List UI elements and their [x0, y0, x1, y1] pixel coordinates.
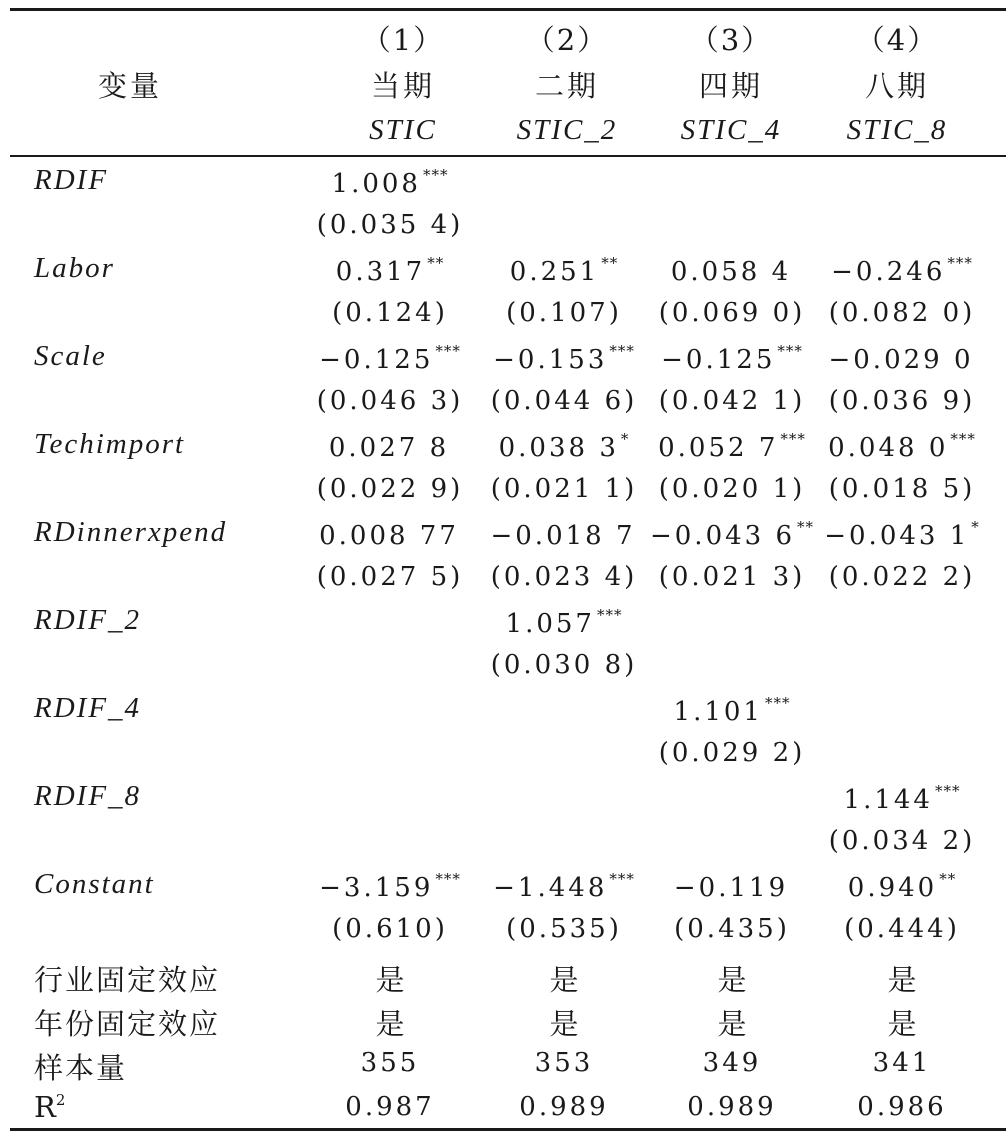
- significance-stars: ***: [764, 694, 791, 712]
- coefficient-value: −1.448: [493, 873, 608, 903]
- coefficient-cell: [300, 782, 480, 815]
- standard-error-cell: (0.107): [506, 298, 622, 328]
- col3-number: （3）: [689, 23, 773, 57]
- table-cell: 是: [717, 1007, 747, 1041]
- table-cell: 是: [717, 963, 747, 997]
- col4-dependent-var: STIC_8: [846, 114, 948, 146]
- coefficient-value: 0.052 7: [658, 433, 779, 463]
- coefficient-cell: [812, 166, 992, 199]
- significance-stars: **: [427, 254, 445, 272]
- significance-stars: *: [971, 518, 980, 536]
- coefficient-value: 1.144: [843, 785, 933, 815]
- significance-stars: ***: [422, 166, 449, 184]
- table-row-rdinner-se: [0, 556, 1008, 600]
- table-cell: 是: [549, 963, 579, 997]
- coefficient-value: 0.048 0: [828, 433, 949, 463]
- col1-number: （1）: [361, 23, 445, 57]
- coefficient-value: 1.057: [505, 609, 595, 639]
- coefficient-value: −0.153: [493, 345, 608, 375]
- table-cell: 是: [375, 963, 405, 997]
- table-cell: 是: [549, 1007, 579, 1041]
- coefficient-cell: [300, 430, 480, 463]
- coefficient-cell: [474, 342, 654, 375]
- table-row-year-fe: [0, 998, 1008, 1042]
- significance-stars: **: [939, 870, 957, 888]
- table-row-rdif4-se: [0, 732, 1008, 776]
- standard-error-cell: (0.069 0): [658, 298, 806, 328]
- table-row-rdif8-se: [0, 820, 1008, 864]
- standard-error-cell: (0.034 2): [828, 826, 976, 856]
- coefficient-cell: [474, 606, 654, 639]
- significance-stars: ***: [950, 430, 976, 448]
- coefficient-cell: [300, 606, 480, 639]
- standard-error-cell: (0.610): [332, 914, 448, 944]
- standard-error-cell: (0.444): [844, 914, 960, 944]
- standard-error-cell: (0.020 1): [658, 474, 806, 504]
- coefficient-cell: [300, 254, 480, 287]
- variable-column-header: 变量: [97, 69, 162, 103]
- standard-error-cell: (0.042 1): [658, 386, 806, 416]
- table-cell: 0.989: [687, 1092, 777, 1122]
- coefficient-cell: [812, 870, 992, 903]
- significance-stars: ***: [934, 782, 961, 800]
- significance-stars: ***: [609, 342, 635, 360]
- col2-number: （2）: [525, 23, 609, 57]
- coefficient-cell: [642, 166, 822, 199]
- standard-error-cell: (0.023 4): [490, 562, 638, 592]
- standard-error-cell: (0.035 4): [316, 210, 464, 240]
- table-row-scale: [0, 336, 1008, 380]
- standard-error-cell: (0.124): [332, 298, 448, 328]
- coefficient-cell: [812, 694, 992, 727]
- row-label: RDIF_4: [34, 692, 142, 724]
- table-cell: 341: [872, 1048, 932, 1078]
- row-label: 样本量: [34, 1051, 128, 1085]
- col4-number: （4）: [855, 23, 939, 57]
- table-row-rdif2: [0, 600, 1008, 644]
- significance-stars: **: [797, 518, 815, 536]
- significance-stars: ***: [777, 342, 803, 360]
- table-row-techimport: [0, 424, 1008, 468]
- coefficient-cell: [474, 518, 654, 551]
- coefficient-cell: [474, 166, 654, 199]
- significance-stars: ***: [435, 870, 461, 888]
- coefficient-cell: [642, 870, 822, 903]
- significance-stars: ***: [596, 606, 623, 624]
- coefficient-value: 1.008: [331, 169, 421, 199]
- significance-stars: *: [620, 430, 630, 448]
- table-row-rdif-se: [0, 204, 1008, 248]
- table-row-constant: [0, 864, 1008, 908]
- coefficient-cell: [474, 254, 654, 287]
- significance-stars: **: [601, 254, 619, 272]
- table-row-constant-se: [0, 908, 1008, 952]
- coefficient-cell: [474, 782, 654, 815]
- col2-dependent-var: STIC_2: [516, 114, 618, 146]
- table-row-rdif4: [0, 688, 1008, 732]
- row-label: RDinnerxpend: [34, 516, 228, 548]
- row-label: Techimport: [34, 428, 186, 460]
- coefficient-cell: [812, 518, 992, 551]
- table-top-rule: [10, 8, 1006, 11]
- table-row-rdif2-se: [0, 644, 1008, 688]
- table-row-r-squared: [0, 1086, 1008, 1130]
- significance-stars: ***: [780, 430, 806, 448]
- row-label: RDIF_2: [34, 604, 142, 636]
- row-label: 年份固定效应: [34, 1007, 221, 1041]
- coefficient-cell: [642, 694, 822, 727]
- row-label: Labor: [34, 252, 115, 284]
- standard-error-cell: (0.018 5): [828, 474, 976, 504]
- standard-error-cell: (0.021 3): [658, 562, 806, 592]
- table-row-labor-se: [0, 292, 1008, 336]
- col1-dependent-var: STIC: [369, 114, 437, 146]
- coefficient-value: 0.940: [847, 873, 938, 903]
- col4-name: 八期: [864, 69, 929, 103]
- standard-error-cell: (0.021 1): [490, 474, 638, 504]
- coefficient-value: 0.008 77: [319, 521, 459, 551]
- table-row-industry-fe: [0, 954, 1008, 998]
- table-cell: 0.987: [345, 1092, 435, 1122]
- coefficient-cell: [812, 342, 992, 375]
- standard-error-cell: (0.022 9): [316, 474, 464, 504]
- col2-name: 二期: [534, 69, 599, 103]
- coefficient-value: 0.058 4: [670, 257, 792, 287]
- standard-error-cell: (0.435): [674, 914, 790, 944]
- coefficient-cell: [642, 782, 822, 815]
- coefficient-cell: [300, 166, 480, 199]
- coefficient-value: 0.317: [335, 257, 426, 287]
- standard-error-cell: (0.027 5): [316, 562, 464, 592]
- standard-error-cell: (0.535): [506, 914, 622, 944]
- coefficient-value: −0.125: [319, 345, 434, 375]
- coefficient-cell: [474, 694, 654, 727]
- coefficient-value: 1.101: [673, 697, 763, 727]
- r2-label: R: [34, 1090, 56, 1124]
- row-label: Scale: [34, 340, 107, 372]
- coefficient-value: −0.125: [661, 345, 776, 375]
- coefficient-value: 0.038 3: [498, 433, 619, 463]
- significance-stars: ***: [609, 870, 635, 888]
- coefficient-value: −0.043 6: [649, 521, 796, 551]
- coefficient-value: −3.159: [319, 873, 434, 903]
- coefficient-cell: [300, 342, 480, 375]
- standard-error-cell: (0.036 9): [828, 386, 976, 416]
- table-row-scale-se: [0, 380, 1008, 424]
- col3-name: 四期: [698, 69, 763, 103]
- table-row-techimport-se: [0, 468, 1008, 512]
- table-row-sample-size: [0, 1042, 1008, 1086]
- significance-stars: ***: [947, 254, 973, 272]
- row-label: Constant: [34, 868, 155, 900]
- standard-error-cell: (0.082 0): [828, 298, 976, 328]
- coefficient-cell: [812, 782, 992, 815]
- significance-stars: ***: [435, 342, 461, 360]
- row-label: 行业固定效应: [34, 963, 221, 997]
- coefficient-value: −0.119: [673, 873, 789, 903]
- table-cell: 是: [887, 963, 917, 997]
- row-label: RDIF_8: [34, 780, 142, 812]
- coefficient-cell: [474, 870, 654, 903]
- standard-error-cell: (0.044 6): [490, 386, 638, 416]
- coefficient-cell: [812, 254, 992, 287]
- table-cell: 353: [534, 1048, 594, 1078]
- coefficient-value: 0.027 8: [328, 433, 450, 463]
- coefficient-cell: [300, 518, 480, 551]
- coefficient-cell: [812, 430, 992, 463]
- table-cell: 349: [702, 1048, 762, 1078]
- table-cell: 是: [375, 1007, 405, 1041]
- standard-error-cell: (0.022 2): [828, 562, 976, 592]
- table-row-labor: [0, 248, 1008, 292]
- row-label: [34, 1090, 65, 1124]
- standard-error-cell: (0.030 8): [490, 650, 638, 680]
- standard-error-cell: (0.046 3): [316, 386, 464, 416]
- coefficient-value: −0.246: [831, 257, 946, 287]
- table-header-rule: [10, 155, 1006, 157]
- row-label: RDIF: [34, 164, 109, 196]
- standard-error-cell: (0.029 2): [658, 738, 806, 768]
- table-cell: 0.986: [857, 1092, 947, 1122]
- coefficient-cell: [642, 342, 822, 375]
- table-cell: 355: [360, 1048, 420, 1078]
- coefficient-cell: [812, 606, 992, 639]
- table-row-rdif: [0, 160, 1008, 204]
- coefficient-cell: [474, 430, 654, 463]
- table-bottom-rule: [10, 1128, 1006, 1131]
- coefficient-cell: [642, 518, 822, 551]
- r2-superscript: 2: [55, 1091, 66, 1109]
- coefficient-cell: [300, 694, 480, 727]
- table-cell: 0.989: [519, 1092, 609, 1122]
- coefficient-cell: [642, 254, 822, 287]
- coefficient-cell: [300, 870, 480, 903]
- table-row-rdif8: [0, 776, 1008, 820]
- coefficient-cell: [642, 430, 822, 463]
- col1-name: 当期: [370, 69, 435, 103]
- table-row-rdinner: [0, 512, 1008, 556]
- coefficient-value: −0.043 1: [824, 521, 970, 551]
- coefficient-value: 0.251: [509, 257, 600, 287]
- coefficient-cell: [642, 606, 822, 639]
- col3-dependent-var: STIC_4: [680, 114, 782, 146]
- coefficient-value: −0.029 0: [828, 345, 974, 375]
- coefficient-value: −0.018 7: [490, 521, 636, 551]
- table-cell: 是: [887, 1007, 917, 1041]
